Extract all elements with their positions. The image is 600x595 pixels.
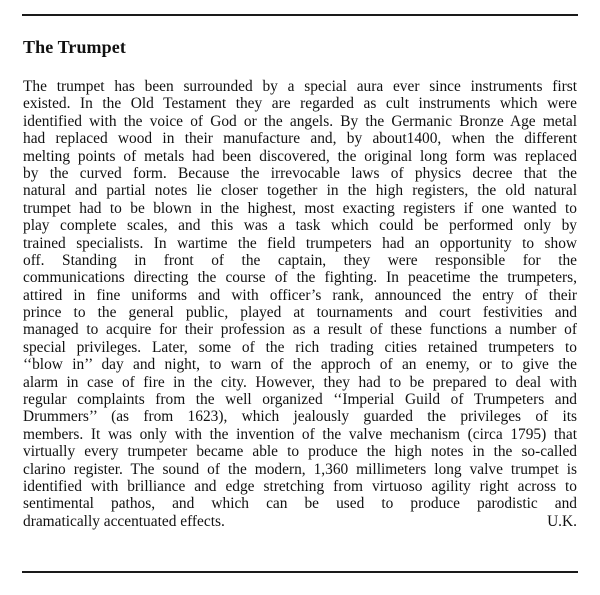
body-line: identified with the voice of God or the angels. By the Germanic Bronze Age metal [23, 112, 577, 130]
top-rule [22, 14, 578, 16]
body-line: special privileges. Later, some of the rich trading cities retained trumpeters to [23, 338, 577, 356]
body-line: regular complaints from the well organized ‘‘Imperial Guild of Trumpeters and [23, 391, 577, 409]
body-line-final: dramatically accentuated effects. [23, 512, 225, 530]
body-line: communications directing the course of the fighting. In peacetime the trumpeters, [23, 269, 577, 287]
author-signature: U.K. [547, 512, 577, 530]
article-title: The Trumpet [23, 37, 126, 57]
body-line: alarm in case of fire in the city. However, they had to be prepared to deal with [23, 373, 577, 391]
body-line: natural and partial notes lie closer together in the high registers, the old natural [23, 182, 577, 200]
body-line: existed. In the Old Testament they are regarded as cult instruments which were [23, 95, 577, 113]
body-line: Drummers’’ (as from 1623), which jealously guarded the privileges of its [23, 408, 577, 426]
body-line: identified with brilliance and edge stretching from virtuoso agility right across to [23, 477, 577, 495]
body-line: prince to the general public, played at tournaments and court festivities and [23, 304, 577, 322]
body-line: virtually every trumpeter became able to produce the high notes in the so-called [23, 443, 577, 461]
body-line: sentimental pathos, and which can be used to produce parodistic and [23, 495, 577, 513]
body-line: attired in fine uniforms and with officer’s rank, announced the entry of their [23, 286, 577, 304]
body-line: had replaced wood in their manufacture and, by about1400, when the different [23, 130, 577, 148]
body-line: off. Standing in front of the captain, they were responsible for the [23, 251, 577, 269]
body-line: play complete scales, and this was a task which could be performed only by [23, 217, 577, 235]
body-line: ‘‘blow in’’ day and night, to warn of the approch of an enemy, or to give the [23, 356, 577, 374]
body-line: managed to acquire for their profession as a result of these functions a number of [23, 321, 577, 339]
body-line: by the curved form. Because the irrevocable laws of physics decree that the [23, 164, 577, 182]
article-body [23, 78, 577, 530]
body-line: clarino register. The sound of the modern, 1,360 millimeters long valve trumpet is [23, 460, 577, 478]
bottom-rule [22, 571, 578, 573]
body-line: The trumpet has been surrounded by a special aura ever since instruments first [23, 78, 577, 95]
final-line [23, 513, 577, 530]
body-line: members. It was only with the invention of the valve mechanism (circa 1795) that [23, 425, 577, 443]
body-line: melting points of metals had been discovered, the original long form was replaced [23, 147, 577, 165]
body-line: trained specialists. In wartime the field trumpeters had an opportunity to show [23, 234, 577, 252]
body-line: trumpet had to be blown in the highest, most exacting registers if one wanted to [23, 199, 577, 217]
